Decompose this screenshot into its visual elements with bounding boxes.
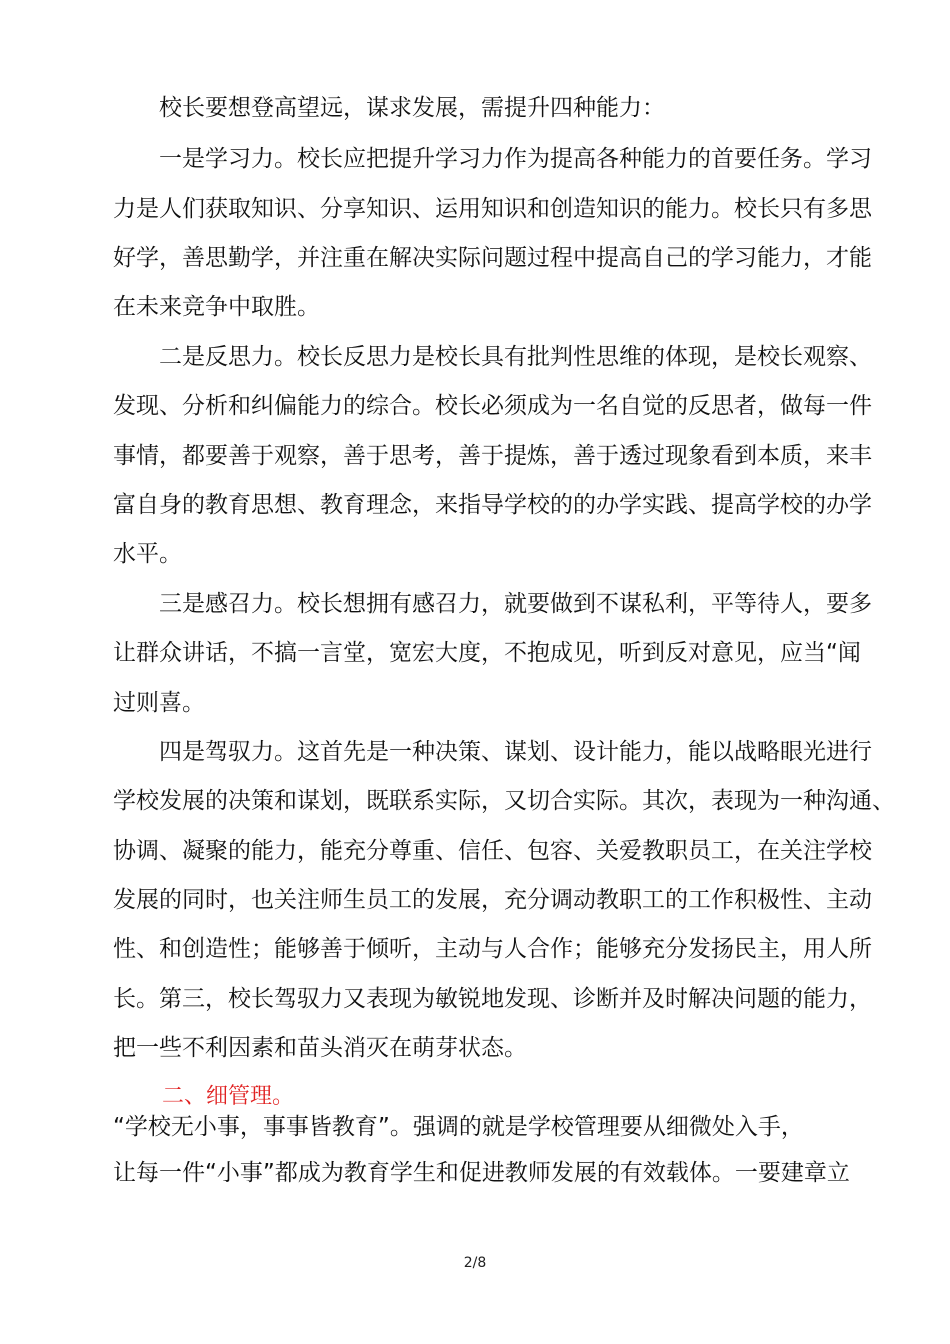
- paragraph-line: 好学，善思勤学，并注重在解决实际问题过程中提高自己的学习能力，才能: [113, 245, 872, 271]
- paragraph-line: “学校无小事，事事皆教育”。强调的就是学校管理要从细微处入手，: [113, 1114, 804, 1140]
- paragraph-line: 发展的同时，也关注师生员工的发展，充分调动教职工的工作积极性、主动: [113, 887, 872, 913]
- intro-line: 校长要想登高望远，谋求发展，需提升四种能力：: [159, 95, 665, 121]
- paragraph-line: 把一些不利因素和苗头消灭在萌芽状态。: [113, 1035, 527, 1061]
- paragraph-line: 富自身的教育思想、教育理念，来指导学校的的办学实践、提高学校的办学: [113, 492, 872, 518]
- paragraph-line: 水平。: [113, 541, 182, 567]
- page-number: 2/8: [463, 1255, 487, 1271]
- paragraph-line: 二是反思力。校长反思力是校长具有批判性思维的体现，是校长观察、: [159, 344, 872, 370]
- section-heading: 二、细管理。: [162, 1084, 295, 1109]
- paragraph-line: 让每一件“小事”都成为教育学生和促进教师发展的有效载体。一要建章立: [113, 1160, 850, 1186]
- paragraph-line: 性、和创造性；能够善于倾听，主动与人合作；能够充分发扬民主，用人所: [113, 936, 872, 962]
- paragraph-line: 三是感召力。校长想拥有感召力，就要做到不谋私利，平等待人，要多: [159, 591, 872, 617]
- paragraph-line: 让群众讲话，不搞一言堂，宽宏大度，不抱成见，听到反对意见，应当“闻: [113, 640, 861, 666]
- paragraph-line: 学校发展的决策和谋划，既联系实际，又切合实际。其次，表现为一种沟通、: [113, 788, 895, 814]
- paragraph-line: 长。第三，校长驾驭力又表现为敏锐地发现、诊断并及时解决问题的能力，: [113, 986, 872, 1012]
- paragraph-line: 过则喜。: [113, 690, 205, 716]
- paragraph-line: 事情，都要善于观察，善于思考，善于提炼，善于透过现象看到本质，来丰: [113, 443, 872, 469]
- paragraph-line: 协调、凝聚的能力，能充分尊重、信任、包容、关爱教职员工，在关注学校: [113, 838, 872, 864]
- paragraph-line: 发现、分析和纠偏能力的综合。校长必须成为一名自觉的反思者，做每一件: [113, 393, 872, 419]
- paragraph-line: 在未来竞争中取胜。: [113, 294, 320, 320]
- paragraph-line: 四是驾驭力。这首先是一种决策、谋划、设计能力，能以战略眼光进行: [159, 739, 872, 765]
- paragraph-line: 力是人们获取知识、分享知识、运用知识和创造知识的能力。校长只有多思: [113, 196, 872, 222]
- paragraph-line: 一是学习力。校长应把提升学习力作为提高各种能力的首要任务。学习: [159, 146, 872, 172]
